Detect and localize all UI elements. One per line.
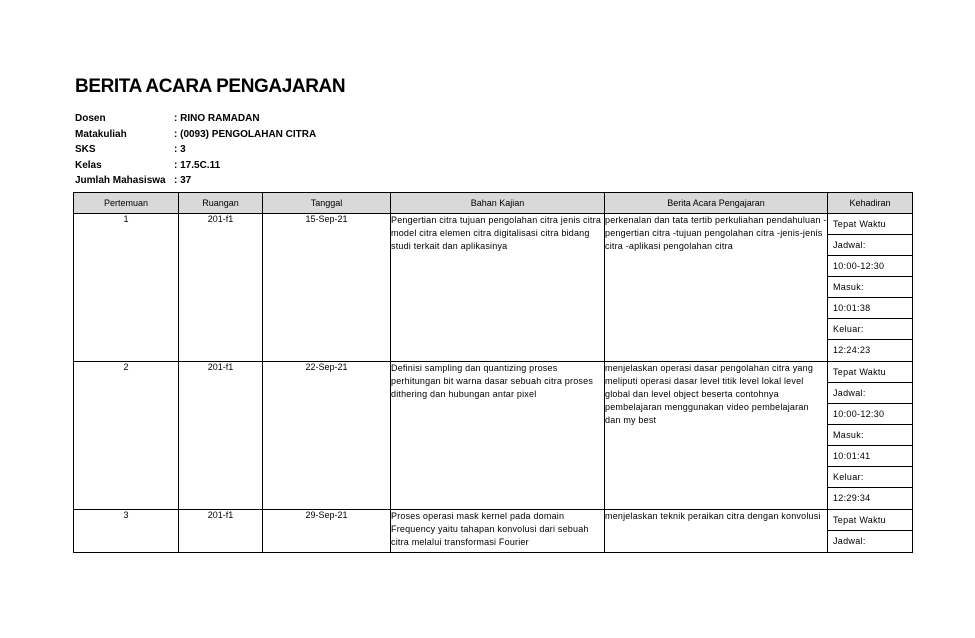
cell-berita-acara: perkenalan dan tata tertib perkuliahan pendahuluan -pengertian citra -tujuan pengolahan citra -jenis-jenis citra -aplikasi pengolahan citra: [605, 214, 828, 362]
header-berita-acara: Berita Acara Pengajaran: [605, 193, 828, 214]
cell-ruangan: 201-f1: [179, 214, 263, 362]
cell-pertemuan: 3: [74, 510, 179, 553]
cell-pertemuan: 2: [74, 362, 179, 510]
table-row: [74, 214, 913, 362]
info-row-dosen: [75, 111, 316, 127]
kehadiran-keluar-label: Keluar:: [828, 467, 912, 488]
info-row-sks: [75, 142, 316, 158]
cell-kehadiran: [828, 510, 913, 553]
kehadiran-status: Tepat Waktu: [828, 214, 912, 235]
table-header-row: [74, 193, 913, 214]
kehadiran-keluar-value: 12:24:23: [833, 345, 871, 355]
table-row: [74, 510, 913, 553]
cell-bahan-kajian: Proses operasi mask kernel pada domain Frequency yaitu tahapan konvolusi dari sebuah citra melalui transformasi Fourier: [391, 510, 605, 553]
header-ruangan: Ruangan: [179, 193, 263, 214]
info-value: : (0093) PENGOLAHAN CITRA: [174, 128, 317, 140]
header-tanggal: Tanggal: [263, 193, 391, 214]
info-value: : 3: [174, 144, 186, 155]
kehadiran-jadwal-value: 10:00-12:30: [828, 256, 912, 277]
kehadiran-jadwal-value: 10:00-12:30: [828, 404, 912, 425]
kehadiran-status: Tepat Waktu: [828, 510, 912, 531]
course-info: [75, 111, 316, 189]
header-pertemuan: Pertemuan: [74, 193, 179, 214]
cell-kehadiran: [828, 362, 913, 510]
kehadiran-jadwal-label: Jadwal:: [828, 383, 912, 404]
info-row-jumlah-mahasiswa: [75, 173, 316, 189]
kehadiran-status: Tepat Waktu: [828, 362, 912, 383]
cell-berita-acara: menjelaskan operasi dasar pengolahan citra yang meliputi operasi dasar level titik level lokal level global dan level object beserta contohnya pembelajaran menggunakan video pembelajaran dan my best: [605, 362, 828, 510]
info-value: : 17.5C.11: [174, 159, 221, 171]
kehadiran-keluar-value: 12:29:34: [833, 493, 871, 503]
cell-ruangan: 201-f1: [179, 362, 263, 510]
cell-tanggal: 29-Sep-21: [263, 510, 391, 553]
cell-berita-acara: menjelaskan teknik peraikan citra dengan konvolusi: [605, 510, 828, 553]
info-label: SKS: [75, 144, 96, 155]
cell-bahan-kajian: Pengertian citra tujuan pengolahan citra jenis citra model citra elemen citra digitalisasi citra bidang studi terkait dan aplikasinya: [391, 214, 605, 362]
info-label: Kelas: [75, 159, 102, 171]
info-row-matakuliah: [75, 127, 316, 143]
info-label: Jumlah Mahasiswa: [75, 175, 166, 186]
kehadiran-masuk-label: Masuk:: [828, 277, 912, 298]
cell-pertemuan: 1: [74, 214, 179, 362]
table-row: [74, 362, 913, 510]
cell-tanggal: 15-Sep-21: [263, 214, 391, 362]
cell-kehadiran: [828, 214, 913, 362]
info-value: : RINO RAMADAN: [174, 113, 260, 124]
info-label: Dosen: [75, 113, 106, 124]
attendance-table: [73, 192, 913, 553]
kehadiran-jadwal-label: Jadwal:: [828, 235, 912, 256]
cell-tanggal: 22-Sep-21: [263, 362, 391, 510]
kehadiran-masuk-value: 10:01:41: [828, 446, 912, 467]
kehadiran-masuk-value: 10:01:38: [828, 298, 912, 319]
kehadiran-masuk-label: Masuk:: [828, 425, 912, 446]
kehadiran-jadwal-label: Jadwal:: [833, 536, 866, 546]
info-row-kelas: [75, 158, 316, 174]
cell-bahan-kajian: Definisi sampling dan quantizing proses perhitungan bit warna dasar sebuah citra proses dithering dan hubungan antar pixel: [391, 362, 605, 510]
page-title: BERITA ACARA PENGAJARAN: [75, 76, 346, 97]
kehadiran-keluar-label: Keluar:: [828, 319, 912, 340]
info-label: Matakuliah: [75, 128, 127, 140]
cell-ruangan: 201-f1: [179, 510, 263, 553]
header-bahan-kajian: Bahan Kajian: [391, 193, 605, 214]
info-value: : 37: [174, 175, 192, 186]
header-kehadiran: Kehadiran: [828, 193, 913, 214]
